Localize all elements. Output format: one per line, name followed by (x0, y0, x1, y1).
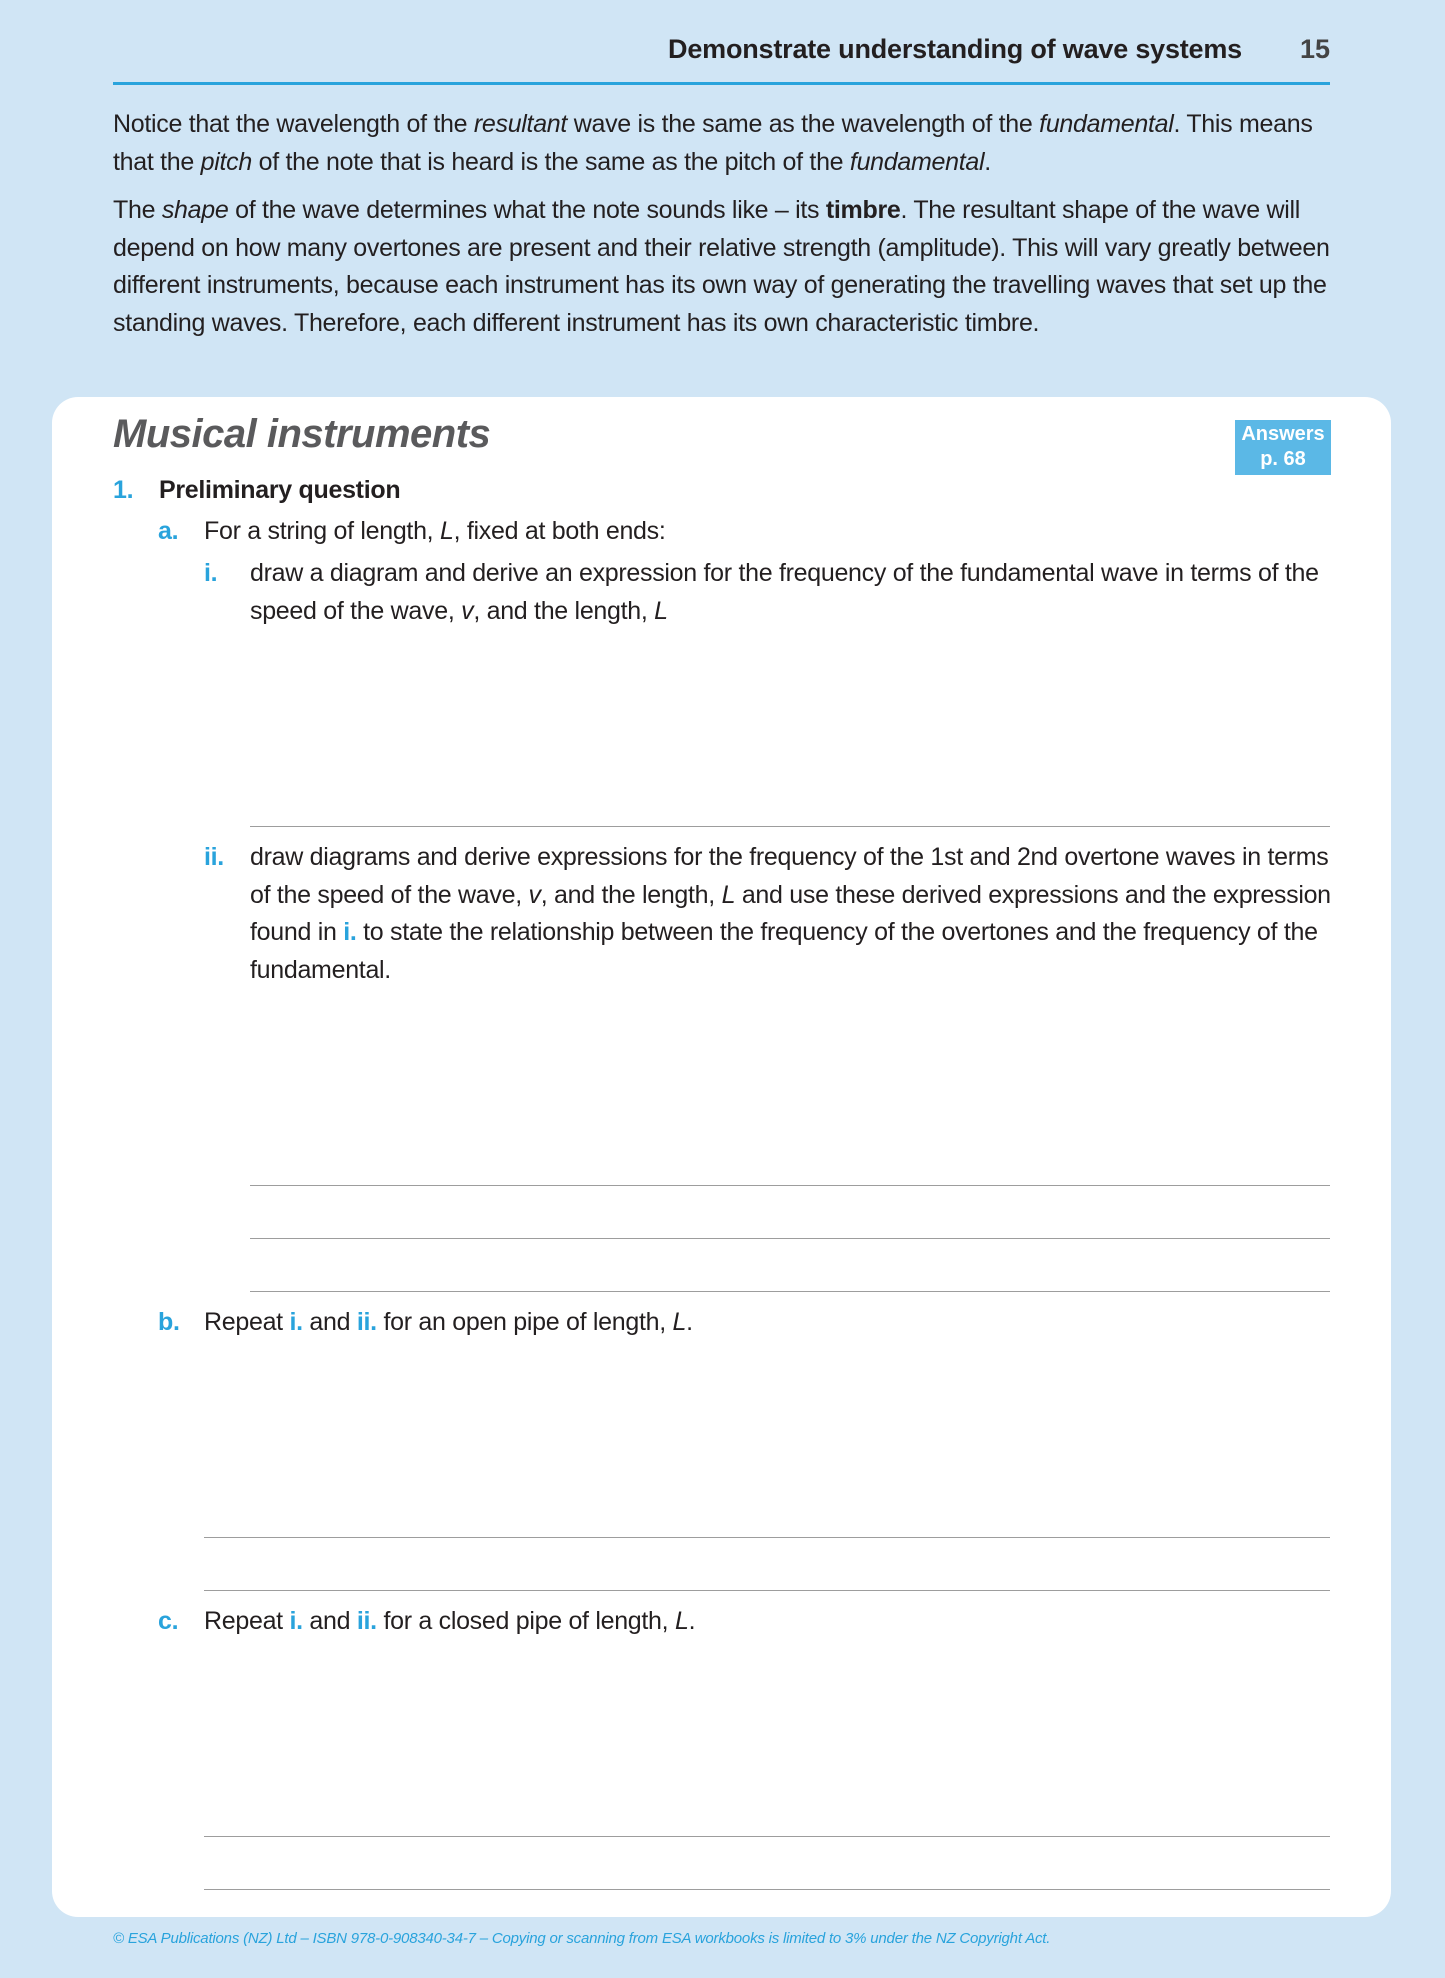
text-italic: fundamental (1039, 110, 1174, 138)
text: , and the length, (473, 596, 655, 625)
section-title: Musical instruments (113, 412, 491, 456)
reference-ii: ii. (356, 1607, 377, 1635)
text: Repeat (204, 1308, 290, 1336)
text: Repeat (204, 1607, 290, 1635)
part-label: b. (158, 1308, 180, 1336)
answers-reference-badge (1235, 420, 1331, 475)
part-label: a. (158, 517, 179, 545)
keyword-timbre: timbre (825, 196, 901, 224)
answer-line[interactable] (250, 1291, 1330, 1292)
intro-text (113, 106, 1335, 353)
text: for an open pipe of length, (376, 1308, 673, 1336)
text-italic: fundamental (849, 147, 985, 176)
part-c-text (204, 1603, 695, 1641)
subpart-label: ii. (204, 843, 224, 871)
answer-line[interactable] (250, 1238, 1330, 1239)
text: draw a diagram and derive an expression for the frequency of the fundamental wave in terms of the speed of the wave, (250, 559, 1319, 625)
part-label: c. (158, 1607, 179, 1635)
text-italic: shape (161, 196, 229, 224)
text: For a string of length, (204, 517, 440, 545)
text-italic: L (672, 1308, 687, 1336)
text: Notice that the wavelength of the (113, 110, 474, 138)
answers-label: Answers (1241, 423, 1325, 445)
part-a-ii (204, 839, 1334, 989)
part-a-i (204, 555, 1334, 630)
text: draw diagrams and derive expressions for the frequency of the 1st and 2nd overtone waves in terms of the speed of the wave, (250, 843, 1329, 909)
answer-line[interactable] (204, 1537, 1330, 1538)
text: to state the relationship between the frequency of the overtones and the frequency of the fundamental. (250, 918, 1318, 984)
question-title: Preliminary question (159, 476, 401, 504)
reference-ii: ii. (356, 1308, 377, 1336)
page-number: 15 (1299, 34, 1330, 64)
subpart-label: i. (204, 559, 218, 587)
text: wave is the same as the wavelength of the (567, 110, 1040, 138)
copyright-footer: © ESA Publications (NZ) Ltd – ISBN 978-0-908340-34-7 – Copying or scanning from ESA workbooks is limited to 3% under the NZ Copyright Act. (113, 1930, 1051, 1947)
question-number: 1. (113, 476, 134, 504)
text-italic: v (528, 880, 541, 909)
intro-paragraph-2 (113, 192, 1335, 342)
text-italic: v (461, 596, 474, 625)
running-header-title: Demonstrate understanding of wave systems (668, 34, 1242, 64)
answers-page: p. 68 (1260, 448, 1306, 470)
text: and (302, 1607, 357, 1635)
reference-i: i. (289, 1308, 303, 1336)
part-a-ii-text (250, 839, 1334, 989)
text: , fixed at both ends: (453, 517, 666, 545)
text: . The resultant shape of the wave will depend on how many overtones are present and their relative strength (amplitude). This will vary greatly between different instruments, because each instrument has its own way of generating the travelling waves that set up the standing waves. Therefore, each different instrument has its own characteristic timbre. (113, 196, 1330, 337)
reference-i: i. (289, 1607, 303, 1635)
answer-line[interactable] (250, 1185, 1330, 1186)
part-a-i-text (250, 555, 1334, 630)
text-italic: L (654, 596, 668, 625)
text: for a closed pipe of length, (376, 1607, 675, 1635)
answer-line[interactable] (204, 1836, 1330, 1837)
reference-i: i. (343, 918, 357, 946)
text: . (688, 1607, 696, 1635)
text: . (686, 1308, 693, 1336)
answer-line[interactable] (250, 826, 1330, 827)
text-italic: L (721, 880, 736, 909)
part-a-text (204, 513, 666, 551)
intro-paragraph-1 (113, 106, 1335, 181)
answer-line[interactable] (204, 1590, 1330, 1591)
text: of the note that is heard is the same as the pitch of the (251, 147, 850, 176)
text: . (984, 147, 991, 176)
text-italic: L (674, 1607, 689, 1635)
text: , and the length, (540, 880, 722, 909)
text: of the wave determines what the note sounds like – its (228, 196, 826, 224)
text-italic: pitch (200, 147, 252, 176)
text-italic: L (439, 517, 454, 545)
text-italic: resultant (473, 110, 568, 138)
text: and (302, 1308, 357, 1336)
text: . This means that the (113, 110, 1313, 176)
running-header (113, 30, 1330, 85)
answer-line[interactable] (204, 1889, 1330, 1890)
part-b-text (204, 1304, 693, 1342)
text: The (113, 196, 162, 224)
text: and use these derived expressions and the expression found in (250, 880, 1331, 946)
